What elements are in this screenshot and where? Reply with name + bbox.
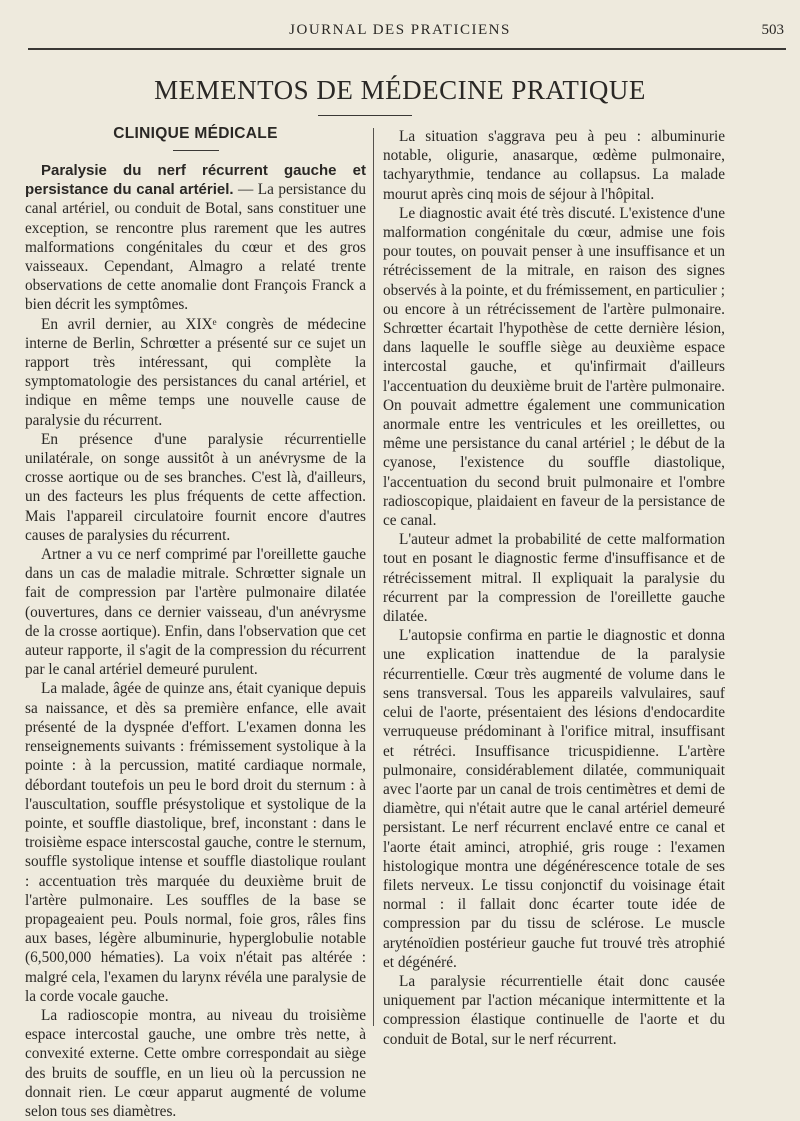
page-number: 503: [761, 22, 784, 38]
left-column: [25, 120, 366, 1121]
section-heading: CLINIQUE MÉDICALE: [113, 125, 278, 142]
section-rule: [173, 150, 219, 151]
article-paragraph: [25, 161, 366, 315]
article-paragraph: En présence d'une paralysie récurrentielle unilatérale, on songe aussitôt à un anévrysme de la crosse aortique ou de ses branches. C'est là, d'ailleurs, un des facteurs les plus fréquents de cette affection. Mais l'appareil circulatoire fournit encore d'autres causes de paralysies du récurrent.: [25, 430, 366, 544]
article-paragraph: Le diagnostic avait été très discuté. L'existence d'une malformation congénitale du cœur, admise une fois pour toutes, on pouvait penser à une insuffisance et un rétrécissement de la mitrale, en raison des signes observés à la pointe, et du frémissement, en particulier ; ou encore à un rétrécissement de l'artère pulmonaire. Schrœtter écartait l'hypothèse de cette dernière lésion, dans laquelle le souffle siège au deuxième espace intercostal gauche, et qu'infirmait d'ailleurs l'accentuation du deuxième bruit de l'artère pulmonaire. On pouvait admettre également une communication anormale entre les ventricules et les oreillettes, ou même une persistance du canal artériel ; le début de la cyanose, l'existence du souffle diastolique, l'accentuation du second bruit pulmonaire et l'ombre radioscopique, plaidaient en faveur de la persistance de ce canal.: [383, 204, 725, 530]
right-column: [383, 127, 725, 1049]
article-paragraph: L'auteur admet la probabilité de cette malformation tout en posant le diagnostic ferme d'insuffisance et de rétrécissement mitral. Il expliquait la paralysie du récurrent par la compression de l'oreillette gauche dilatée.: [383, 531, 725, 626]
article-paragraph: La paralysie récurrentielle était donc causée uniquement par l'action mécanique intermittente et la compression élastique continuelle de l'aorte et du conduit de Botal, sur le nerf récurrent.: [383, 972, 725, 1048]
article-paragraph: Artner a vu ce nerf comprimé par l'oreillette gauche dans un cas de maladie mitrale. Schrœtter signale un fait de compression par l'artère pulmonaire dilatée (ouvertures, dans ce dernier vaisseau, d'un anévrysme de la crosse aortique). Enfin, dans l'observation que cet auteur rapporte, il s'agit de la compression du récurrent par le canal artériel demeuré purulent.: [25, 546, 366, 679]
title-rule: [318, 115, 412, 116]
article-paragraph: En avril dernier, au XIXᵉ congrès de médecine interne de Berlin, Schrœtter a présenté sur ce sujet un rapport très intéressant, qui complète la symptomatologie des persistances du canal artériel, et indique en même temps une nouvelle cause de paralysie du récurrent.: [25, 315, 366, 429]
article-paragraph: La malade, âgée de quinze ans, était cyanique depuis sa naissance, et dès sa première enfance, elle avait présenté de la dyspnée d'effort. L'examen donna les renseignements suivants : frémissement systolique à la pointe : à la percussion, matité cardiaque normale, débordant toutefois un peu le bord droit du sternum : à l'auscultation, souffle présystolique et systolique de la pointe, et souffle diastolique, bref, inconstant : dans le troisième espace interscostal gauche, contre le sternum, souffle systolique intense et souffle diastolique roulant : accentuation très marquée du deuxième bruit de l'artère pulmonaire. Les souffles de la base se propageaient peu. Pouls normal, foie gros, râles fins aux bases, légère albuminurie, hyperglobulie notable (6,500,000 hématies). La voix n'était pas altérée : malgré cela, l'examen du larynx révéla une paralysie de la corde vocale gauche.: [25, 680, 366, 1005]
article-paragraph: La situation s'aggrava peu à peu : albuminurie notable, oligurie, anasarque, œdème pulmonaire, tachyarythmie, tendance au collapsus. La malade mourut après cinq mois de séjour à l'hôpital.: [383, 128, 725, 203]
article-paragraph: La radioscopie montra, au niveau du troisième espace intercostal gauche, une ombre très nette, à convexité externe. Cette ombre correspondait au siège des bruits de souffle, en un lieu où la percussion ne donnait rien. Le cœur apparut augmenté de volume selon tous ses diamètres.: [25, 1006, 366, 1120]
running-header: JOURNAL DES PRATICIENS: [289, 22, 511, 38]
article-title: Paralysie du nerf récurrent gauche et persistance du canal artériel.: [25, 162, 366, 199]
article-paragraph: L'autopsie confirma en partie le diagnostic et donna une explication inattendue de la paralysie récurrentielle. Cœur très augmenté de volume dans le sens transversal. Tous les appareils valvulaires, sauf celui de l'aorte, présentaient des lésions d'endocardite verruqueuse prédominant à l'orifice mitral, insuffisant et rétréci. Insuffisance tricuspidienne. L'artère pulmonaire, considérablement dilatée, communiquait avec l'aorte par un canal de trois centimètres et demi de diamètre, qui n'était autre que le canal artériel demeuré persistant. Le nerf récurrent enclavé entre ce canal et l'aorte était aminci, atrophié, gris rouge : l'examen histologique montra une dégénérescence totale de ses filets nerveux. Le tissu conjonctif du voisinage était normal : il fallait donc écarter toute idée de compression par du tissu de sclérose. Le muscle aryténoïdien postérieur gauche fut trouvé très atrophié et dégénéré.: [383, 627, 725, 971]
column-divider: [373, 128, 374, 1026]
header-rule: [28, 48, 786, 50]
page-title: MEMENTOS DE MÉDECINE PRATIQUE: [154, 75, 646, 105]
paragraph-text: — La persistance du canal artériel, ou conduit de Botal, sans constituer une exception, se rencontre plus rarement que les autres malformations congénitales du cœur et des gros vaisseaux. Cependant, Almagro a relaté trente observations de cette anomalie dont François Franck a bien décrit les symptômes.: [25, 181, 367, 314]
